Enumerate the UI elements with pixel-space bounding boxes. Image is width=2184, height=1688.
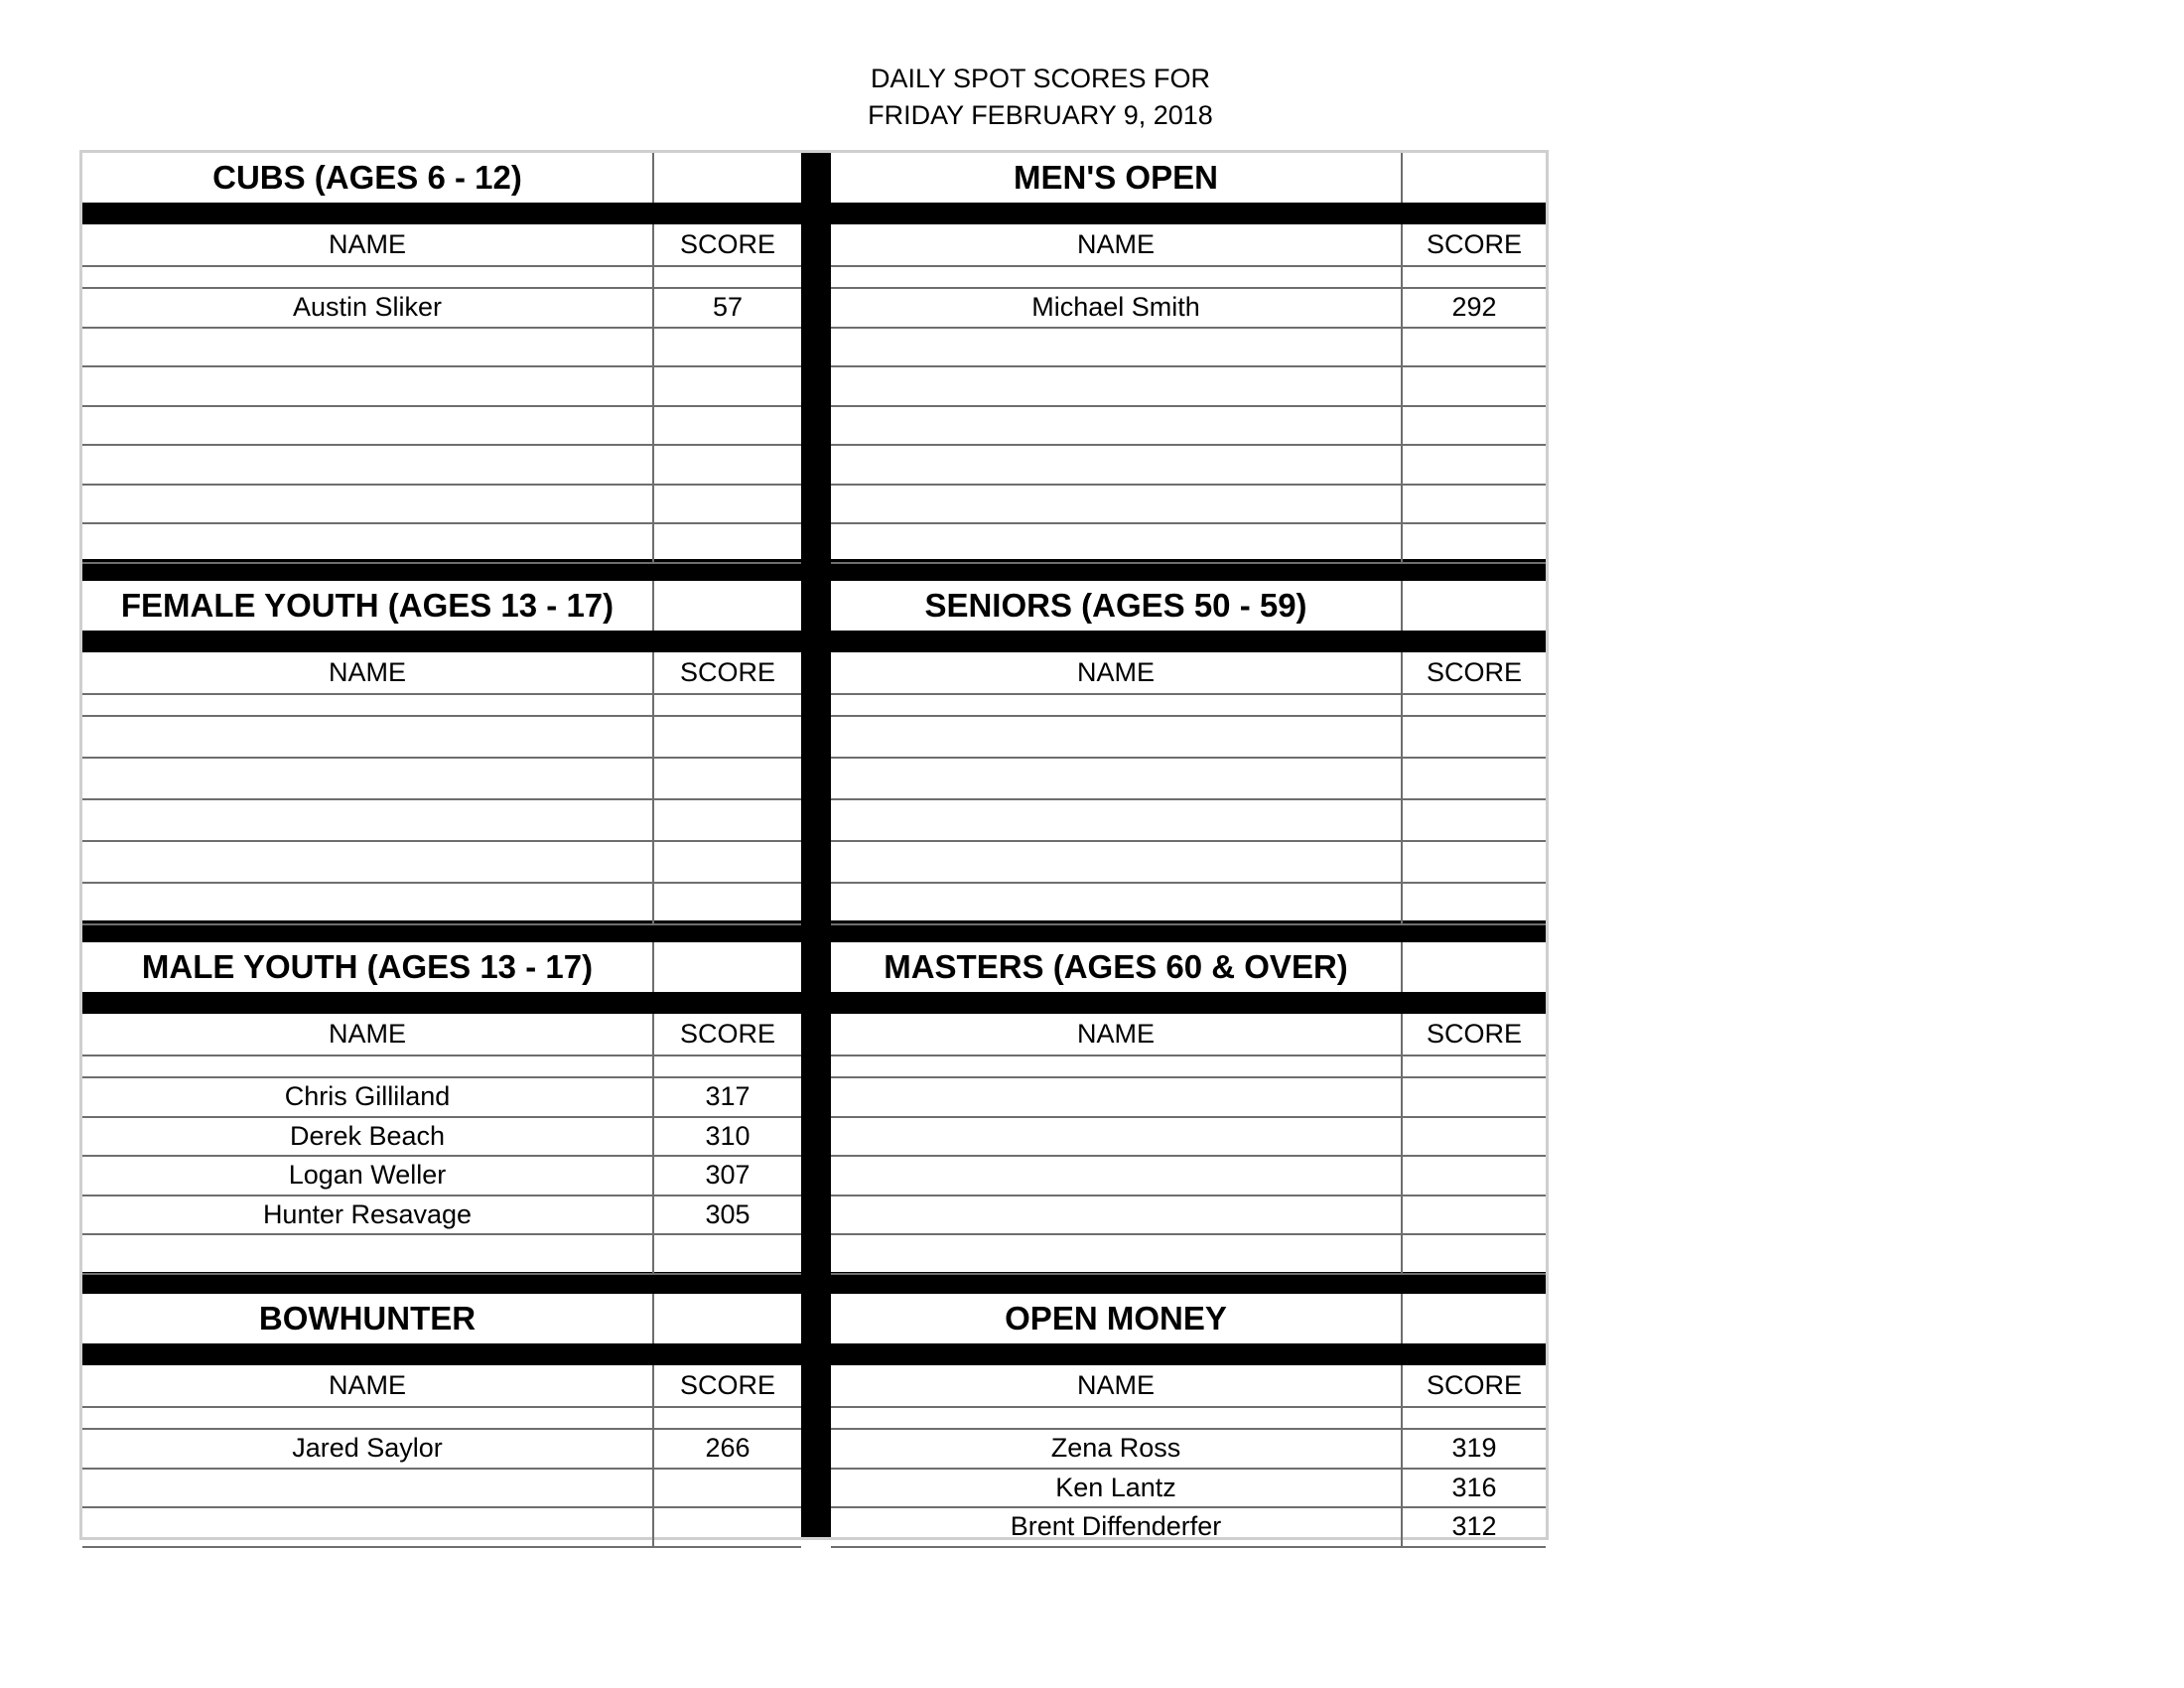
participant-name: Ken Lantz (831, 1470, 1403, 1507)
participant-score: 312 (1451, 1511, 1497, 1542)
participant-name: Hunter Resavage (82, 1196, 654, 1234)
participant-score: 292 (1451, 292, 1497, 323)
participant-name: Austin Sliker (82, 289, 654, 327)
participant-score (654, 367, 801, 405)
spacer-cell (1403, 1408, 1546, 1428)
name-column-header: NAME (82, 1014, 654, 1055)
section-title-row (831, 153, 1546, 203)
participant-score (654, 446, 801, 484)
section-title-bar (82, 992, 801, 1014)
participant-name (82, 329, 654, 366)
spacer-cell (654, 1056, 801, 1076)
participant-score (1403, 842, 1546, 882)
scores-sheet (79, 150, 1549, 1540)
score-column-header: SCORE (1426, 1370, 1523, 1400)
table-row (831, 884, 1546, 925)
spacer-cell (654, 267, 801, 287)
participant-score (654, 524, 801, 562)
table-row (831, 1196, 1546, 1236)
table-row (82, 446, 801, 486)
participant-score (654, 486, 801, 523)
table-row (82, 1157, 801, 1196)
section-title-row (82, 153, 801, 203)
table-row (831, 1470, 1546, 1509)
participant-score: 319 (1451, 1433, 1497, 1464)
participant-score (1403, 407, 1546, 445)
score-column-header: SCORE (1426, 229, 1523, 259)
column-header-row (82, 224, 801, 267)
table-row (82, 1430, 801, 1470)
participant-name (831, 1157, 1403, 1195)
participant-name (82, 1235, 654, 1273)
section-title: MEN'S OPEN (831, 153, 1403, 203)
participant-score: 266 (705, 1433, 751, 1464)
table-row (831, 759, 1546, 800)
table-row (82, 1196, 801, 1236)
table-row (831, 1118, 1546, 1158)
table-row (82, 1508, 801, 1548)
participant-name (82, 759, 654, 798)
spacer-row (831, 1408, 1546, 1430)
score-column-header: SCORE (679, 657, 776, 687)
table-row (831, 800, 1546, 842)
participant-name (831, 717, 1403, 757)
section-title-row (82, 581, 801, 631)
participant-score (1403, 884, 1546, 923)
table-row (831, 524, 1546, 564)
participant-name (831, 524, 1403, 562)
spacer-cell (831, 1056, 1403, 1076)
name-column-header: NAME (831, 1014, 1403, 1055)
participant-name (831, 842, 1403, 882)
table-row (82, 1078, 801, 1118)
score-column-header: SCORE (679, 1370, 776, 1400)
section-title-blank (654, 153, 801, 203)
participant-score: 307 (705, 1160, 751, 1191)
participant-score (1403, 800, 1546, 840)
participant-name: Logan Weller (82, 1157, 654, 1195)
participant-name (831, 486, 1403, 523)
participant-score (1403, 446, 1546, 484)
participant-score (1403, 1196, 1546, 1234)
center-divider (801, 153, 831, 1537)
participant-name: Brent Diffenderfer (831, 1508, 1403, 1546)
participant-name (831, 1078, 1403, 1116)
participant-name (831, 884, 1403, 923)
spacer-cell (831, 695, 1403, 715)
table-row (831, 289, 1546, 329)
participant-name (82, 1470, 654, 1507)
score-column-header: SCORE (679, 1019, 776, 1049)
participant-score (654, 1508, 801, 1546)
spacer-row (831, 695, 1546, 717)
table-row (831, 1157, 1546, 1196)
spacer-cell (1403, 267, 1546, 287)
table-row (82, 407, 801, 447)
table-row (82, 800, 801, 842)
section-title: SENIORS (AGES 50 - 59) (831, 581, 1403, 631)
spacer-cell (82, 1408, 654, 1428)
column-header-row (831, 1365, 1546, 1408)
participant-score (654, 1470, 801, 1507)
participant-name (82, 407, 654, 445)
section-title-bar (82, 631, 801, 652)
section-title-blank (1403, 581, 1546, 631)
table-row (831, 486, 1546, 525)
participant-name (82, 446, 654, 484)
participant-score: 305 (705, 1198, 751, 1229)
table-row (831, 1430, 1546, 1470)
section-title: CUBS (AGES 6 - 12) (82, 153, 654, 203)
participant-name (831, 367, 1403, 405)
table-row (82, 367, 801, 407)
table-row (82, 329, 801, 368)
table-row (831, 329, 1546, 368)
column-header-row (82, 1365, 801, 1408)
participant-score (1403, 1235, 1546, 1273)
participant-score (654, 717, 801, 757)
participant-name (831, 407, 1403, 445)
column-header-row (831, 652, 1546, 695)
spacer-cell (82, 267, 654, 287)
participant-score (654, 800, 801, 840)
name-column-header: NAME (831, 1365, 1403, 1406)
name-column-header: NAME (831, 224, 1403, 265)
section-title: OPEN MONEY (831, 1294, 1403, 1343)
section-title-blank (654, 1294, 801, 1343)
spacer-cell (831, 267, 1403, 287)
score-column-header: SCORE (679, 229, 776, 259)
spacer-cell (654, 695, 801, 715)
section-title-bar (831, 1343, 1546, 1365)
participant-score (654, 1235, 801, 1273)
participant-score (654, 329, 801, 366)
participant-name: Derek Beach (82, 1118, 654, 1156)
table-row (82, 1118, 801, 1158)
participant-name (831, 759, 1403, 798)
participant-score (654, 759, 801, 798)
table-row (82, 759, 801, 800)
page-title-line2: FRIDAY FEBRUARY 9, 2018 (868, 100, 1213, 130)
table-row (831, 842, 1546, 884)
table-row (82, 842, 801, 884)
participant-name: Zena Ross (831, 1430, 1403, 1468)
participant-score (654, 884, 801, 923)
section-title-row (82, 1294, 801, 1343)
participant-name (82, 842, 654, 882)
score-column-header: SCORE (1426, 657, 1523, 687)
participant-name: Michael Smith (831, 289, 1403, 327)
participant-score: 57 (712, 292, 744, 323)
participant-score (1403, 329, 1546, 366)
table-row (831, 1235, 1546, 1275)
participant-name (82, 800, 654, 840)
participant-name (82, 486, 654, 523)
spacer-cell (1403, 695, 1546, 715)
participant-score (654, 407, 801, 445)
section-title-row (831, 942, 1546, 992)
section-title-bar (831, 203, 1546, 224)
participant-score (1403, 367, 1546, 405)
section-title-blank (1403, 153, 1546, 203)
section-title-blank (654, 581, 801, 631)
score-column-header: SCORE (1426, 1019, 1523, 1049)
table-row (831, 1508, 1546, 1548)
table-row (831, 1078, 1546, 1118)
participant-name (82, 1508, 654, 1546)
section-title-row (831, 581, 1546, 631)
table-row (82, 1235, 801, 1275)
spacer-row (82, 1056, 801, 1078)
section-title-bar (831, 631, 1546, 652)
participant-name (831, 1235, 1403, 1273)
table-row (82, 717, 801, 759)
spacer-cell (654, 1408, 801, 1428)
participant-score (1403, 486, 1546, 523)
name-column-header: NAME (82, 224, 654, 265)
participant-score: 310 (705, 1120, 751, 1151)
table-row (831, 407, 1546, 447)
spacer-row (82, 1408, 801, 1430)
table-row (831, 446, 1546, 486)
table-row (831, 367, 1546, 407)
table-row (82, 884, 801, 925)
spacer-cell (1403, 1056, 1546, 1076)
participant-name (831, 1196, 1403, 1234)
section-title-blank (654, 942, 801, 992)
participant-name: Chris Gilliland (82, 1078, 654, 1116)
table-row (82, 486, 801, 525)
spacer-cell (82, 1056, 654, 1076)
column-header-row (82, 1014, 801, 1056)
column-header-row (831, 224, 1546, 267)
participant-score (1403, 759, 1546, 798)
section-title-bar (831, 992, 1546, 1014)
participant-name (831, 446, 1403, 484)
spacer-row (82, 695, 801, 717)
page-title-line1: DAILY SPOT SCORES FOR (870, 64, 1211, 93)
spacer-cell (82, 695, 654, 715)
spacer-row (82, 267, 801, 289)
spacer-cell (831, 1408, 1403, 1428)
table-row (82, 1470, 801, 1509)
participant-score: 317 (705, 1081, 751, 1112)
table-row (831, 717, 1546, 759)
section-title-bar (82, 203, 801, 224)
section-title: MALE YOUTH (AGES 13 - 17) (82, 942, 654, 992)
participant-name (831, 329, 1403, 366)
section-title-row (82, 942, 801, 992)
participant-score (1403, 1157, 1546, 1195)
participant-score (1403, 1078, 1546, 1116)
participant-score (654, 842, 801, 882)
column-header-row (82, 652, 801, 695)
participant-name (831, 800, 1403, 840)
section-title: BOWHUNTER (82, 1294, 654, 1343)
name-column-header: NAME (82, 1365, 654, 1406)
column-header-row (831, 1014, 1546, 1056)
participant-score (1403, 1118, 1546, 1156)
participant-name (82, 524, 654, 562)
section-title: FEMALE YOUTH (AGES 13 - 17) (82, 581, 654, 631)
table-row (82, 524, 801, 564)
participant-score (1403, 717, 1546, 757)
section-title-bar (82, 1343, 801, 1365)
participant-name: Jared Saylor (82, 1430, 654, 1468)
name-column-header: NAME (82, 652, 654, 693)
spacer-row (831, 267, 1546, 289)
participant-score (1403, 524, 1546, 562)
participant-name (82, 884, 654, 923)
section-title-blank (1403, 1294, 1546, 1343)
participant-name (831, 1118, 1403, 1156)
participant-name (82, 367, 654, 405)
participant-name (82, 717, 654, 757)
section-title: MASTERS (AGES 60 & OVER) (831, 942, 1403, 992)
section-title-row (831, 1294, 1546, 1343)
table-row (82, 289, 801, 329)
name-column-header: NAME (831, 652, 1403, 693)
spacer-row (831, 1056, 1546, 1078)
section-title-blank (1403, 942, 1546, 992)
participant-score: 316 (1451, 1472, 1497, 1502)
